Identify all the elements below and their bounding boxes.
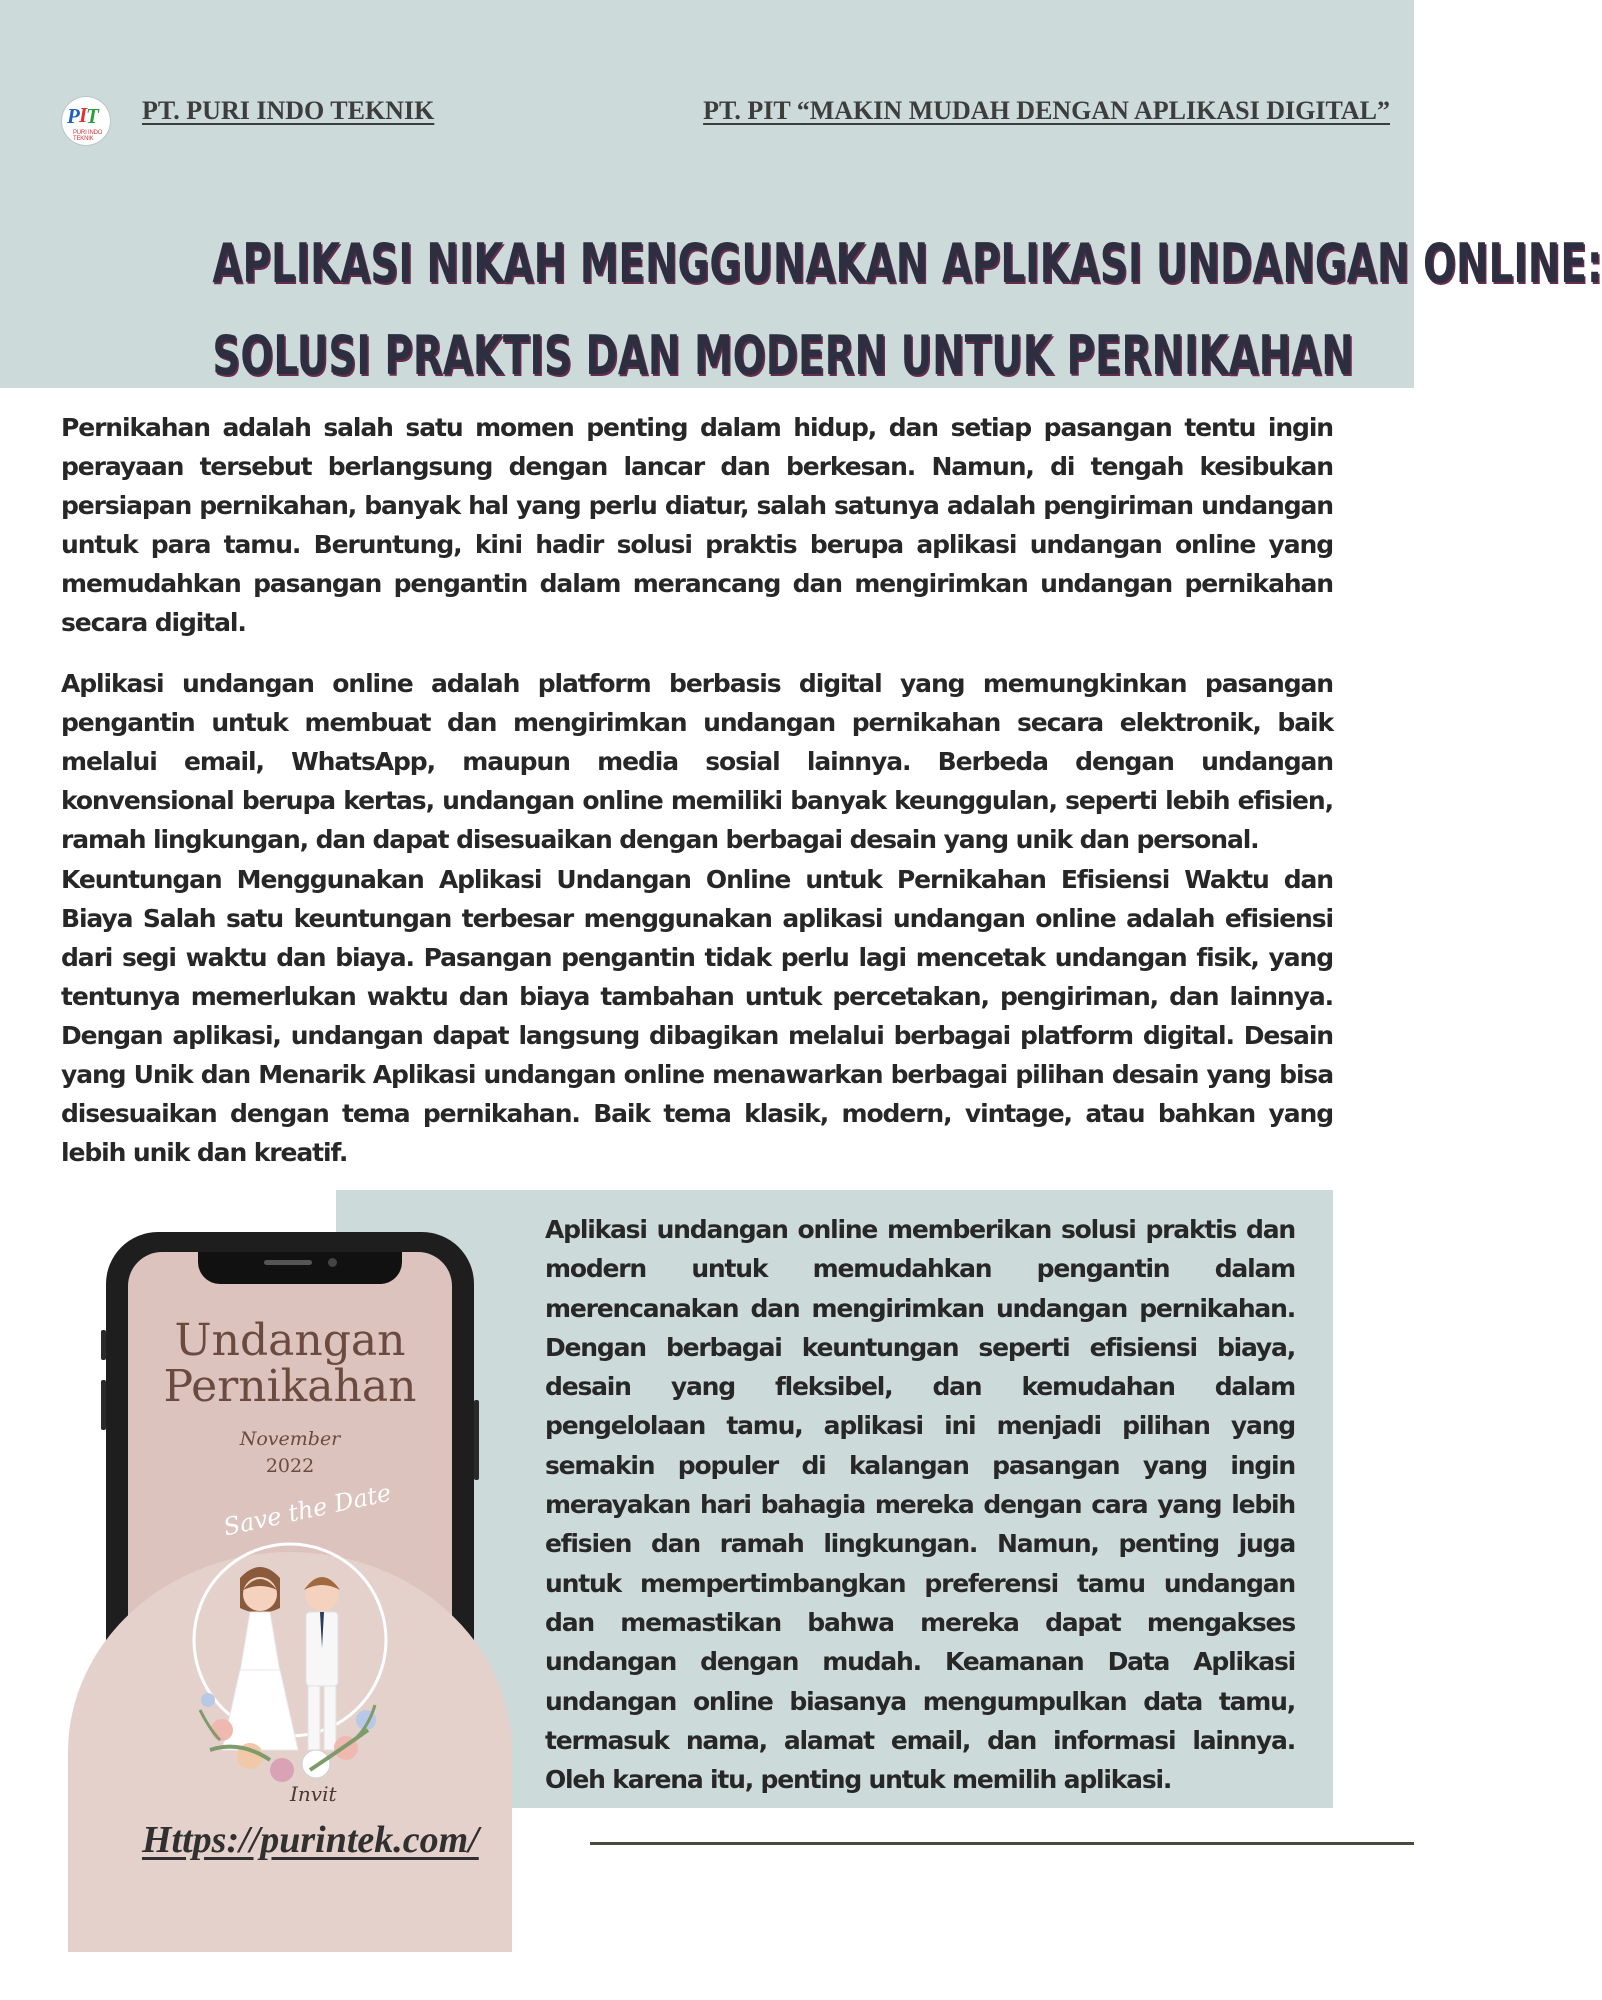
invitation-year: 2022: [265, 1455, 315, 1477]
save-the-date-text: Save the Date: [220, 1478, 394, 1542]
invitation-month: November: [239, 1428, 341, 1450]
paragraph-intro: Pernikahan adalah salah satu momen penting dalam hidup, dan setiap pasangan tentu ingin perayaan tersebut berlangsung dengan lancar dan berkesan. Namun, di tengah kesibukan persiapan pernikahan, banyak hal yang perlu diatur, salah satunya adalah pengiriman undangan untuk para tamu. Beruntung, kini hadir solusi praktis berupa aplikasi undangan online yang memudahkan pasangan pengantin dalam merancang dan mengirimkan undangan pernikahan secara digital.: [61, 413, 1333, 637]
title-line-2: SOLUSI PRAKTIS DAN MODERN UNTUK PERNIKAHAN: [212, 324, 1354, 387]
logo-letter-t: T: [86, 104, 99, 128]
website-link[interactable]: Https://purintek.com/: [142, 1819, 479, 1861]
paragraph-benefits: Keuntungan Menggunakan Aplikasi Undangan Online untuk Pernikahan Efisiensi Waktu dan Biaya Salah satu keuntungan terbesar menggunakan aplikasi undangan online adalah efisiensi dari segi waktu dan biaya. Pasangan pengantin tidak perlu lagi mencetak undangan fisik, yang tentunya memerlukan waktu dan biaya tambahan untuk percetakan, pengiriman, dan lainnya. Dengan aplikasi, undangan dapat langsung dibagikan melalui berbagai platform digital. Desain yang Unik dan Menarik Aplikasi undangan online menawarkan berbagai pilihan desain yang bisa disesuaikan dengan tema pernikahan. Baik tema klasik, modern, vintage, atau bahkan yang lebih unik dan kreatif.: [61, 865, 1333, 1167]
phone-side-button: [101, 1380, 106, 1430]
company-logo: [62, 97, 110, 145]
logo-letter-p: P: [67, 104, 80, 128]
phone-notch: [198, 1252, 402, 1284]
invitation-invite-text: Invit: [290, 1782, 337, 1806]
logo-letter-i: I: [79, 103, 88, 127]
groom-figure: [304, 1577, 340, 1750]
couple-illustration: [170, 1520, 410, 1800]
invitation-title-line-1: Undangan: [174, 1315, 406, 1366]
logo-subtext: PURI INDO TEKNIK: [73, 130, 103, 142]
bride-figure: [222, 1567, 298, 1750]
summary-box-text: Aplikasi undangan online memberikan solusi praktis dan modern untuk memudahkan pengantin dalam merencanakan dan mengirimkan undangan pernikahan. Dengan berbagai keuntungan seperti efisiensi biaya, desain yang fleksibel, dan kemudahan dalam pengelolaan tamu, aplikasi ini menjadi pilihan yang semakin populer di kalangan pasangan yang ingin merayakan hari bahagia mereka dengan cara yang lebih efisien dan ramah lingkungan. Namun, penting juga untuk mempertimbangkan preferensi tamu undangan dan memastikan bahwa mereka dapat mengakses undangan dengan mudah. Keamanan Data Aplikasi undangan online biasanya mengumpulkan data tamu, termasuk nama, alamat email, dan informasi lainnya. Oleh karena itu, penting untuk memilih aplikasi.: [545, 1215, 1295, 1795]
phone-side-button: [474, 1400, 479, 1480]
invitation-title: [128, 1315, 452, 1412]
footer-rule: [590, 1842, 1414, 1845]
paragraph-definition: Aplikasi undangan online adalah platform berbasis digital yang memungkinkan pasangan pengantin untuk membuat dan mengirimkan undangan pernikahan secara elektronik, baik melalui email, WhatsApp, maupun media sosial lainnya. Berbeda dengan undangan konvensional berupa kertas, undangan online memiliki banyak keunggulan, seperti lebih efisien, ramah lingkungan, dan dapat disesuaikan dengan berbagai desain yang unik dan personal.: [61, 669, 1333, 854]
company-tagline: PT. PIT “MAKIN MUDAH DENGAN APLIKASI DIGITAL”: [703, 96, 1390, 125]
title-line-1: APLIKASI NIKAH MENGGUNAKAN APLIKASI UNDANGAN ONLINE:: [212, 232, 1602, 295]
phone-camera-icon: [328, 1258, 337, 1267]
floral-ring: [194, 1544, 386, 1736]
phone-speaker-icon: [264, 1260, 312, 1265]
invitation-title-line-2: Pernikahan: [163, 1361, 417, 1412]
page-title: [212, 218, 1602, 402]
company-name: PT. PURI INDO TEKNIK: [142, 96, 435, 125]
phone-side-button: [101, 1330, 106, 1360]
